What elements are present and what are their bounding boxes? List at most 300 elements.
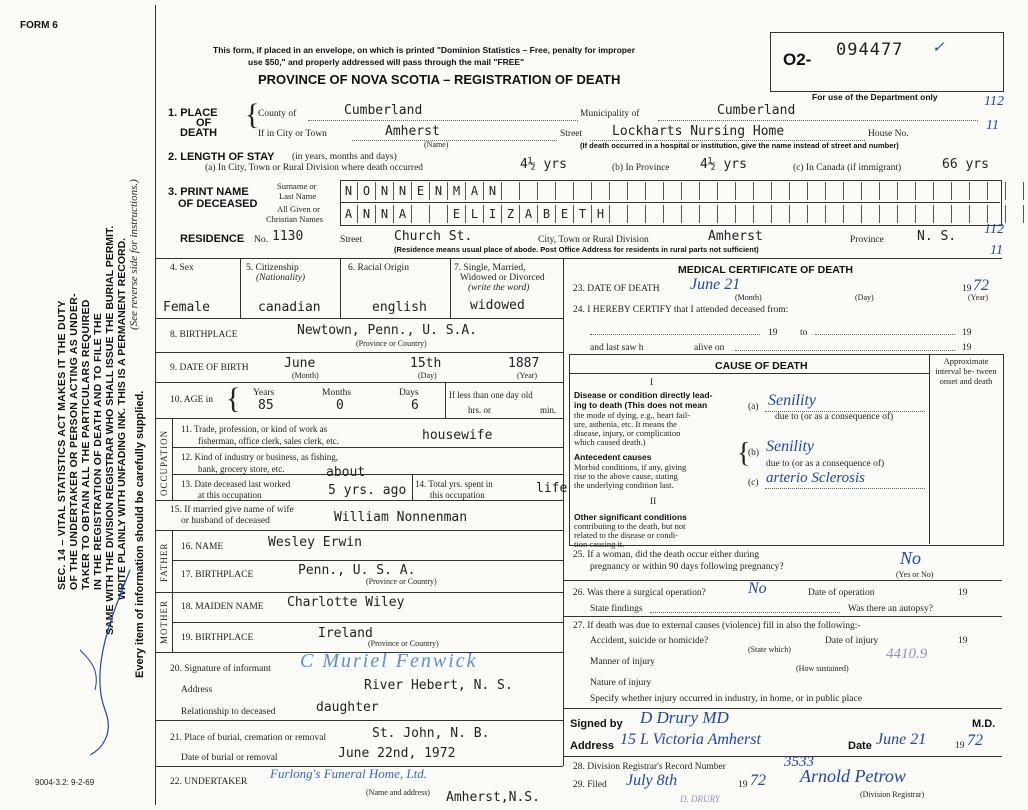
letter-cell bbox=[898, 205, 916, 223]
stay-c-label: (c) In Canada (if immigrant) bbox=[793, 163, 902, 173]
informant-address: River Hebert, N. S. bbox=[364, 678, 513, 693]
informant-sig-label: 20. Signature of informant bbox=[170, 664, 271, 674]
rule-h11 bbox=[155, 418, 563, 419]
letter-cell bbox=[826, 205, 844, 223]
dob-month: June bbox=[284, 356, 316, 371]
street-value: Lockharts Nursing Home bbox=[612, 124, 785, 139]
informant-relation: daughter bbox=[316, 700, 379, 715]
letter-cell: N bbox=[376, 182, 394, 200]
letter-cell bbox=[916, 182, 934, 200]
drury-stamp: D. DRURY bbox=[680, 794, 720, 804]
marital-label-3: (write the word) bbox=[468, 283, 530, 293]
q27-sustained: (How sustained) bbox=[796, 664, 849, 673]
letter-cell bbox=[880, 182, 898, 200]
occupation-side-label: OCCUPATION bbox=[159, 429, 169, 496]
cause-immediate-6: which caused death.) bbox=[574, 437, 646, 447]
q27-manner: Manner of injury bbox=[590, 657, 655, 667]
q26-op-date: Date of operation bbox=[808, 588, 875, 598]
letter-cell bbox=[790, 182, 808, 200]
age-brace: { bbox=[226, 382, 241, 415]
dod-year: 72 bbox=[973, 277, 989, 294]
name-grid-divider bbox=[340, 202, 1000, 203]
rule-v-occ bbox=[172, 418, 173, 500]
sex-label: 4. Sex bbox=[170, 263, 194, 273]
mother-bp: Ireland bbox=[318, 626, 373, 641]
citizenship-label: 5. Citizenship bbox=[246, 263, 299, 273]
q26-value: No bbox=[748, 580, 767, 597]
signed-year: 72 bbox=[967, 732, 983, 749]
stay-label: 2. LENGTH OF STAY bbox=[168, 151, 275, 163]
q26-19: 19 bbox=[958, 588, 968, 598]
cause-due-1: due to (or as a consequence of) bbox=[775, 412, 894, 422]
letter-cell bbox=[538, 182, 556, 200]
attend-to-line bbox=[815, 334, 955, 335]
residence-note: (Residence means usual place of abode. Post Office Address for residents in rural parts not sufficient) bbox=[394, 245, 759, 254]
letter-cell bbox=[934, 182, 952, 200]
place-label: 1. PLACE bbox=[168, 107, 218, 119]
cause-interval-rule bbox=[929, 354, 930, 544]
rule-h13 bbox=[172, 474, 563, 475]
residence-no: 1130 bbox=[272, 229, 304, 244]
county-value: Cumberland bbox=[344, 103, 423, 118]
occ-11b: fisherman, office clerk, sales clerk, etc. bbox=[198, 436, 340, 446]
letter-cell bbox=[610, 205, 628, 223]
letter-cell bbox=[520, 182, 538, 200]
cause-a-value: Senility bbox=[768, 392, 816, 409]
place-of-label: OF bbox=[196, 117, 212, 129]
residence-label: RESIDENCE bbox=[180, 233, 245, 245]
registration-number: 094477 bbox=[836, 40, 904, 60]
rule-h17 bbox=[172, 560, 563, 561]
instruction-line-6: WRITE PLAINLY WITH UNFADING INK. THIS IS A PERMANENT RECORD. bbox=[116, 237, 128, 600]
stay-b-value: 4½ yrs bbox=[700, 157, 747, 172]
letter-cell: T bbox=[574, 205, 592, 223]
letter-cell bbox=[772, 182, 790, 200]
signed-address-label: Address bbox=[570, 740, 615, 752]
residence-city-label: City, Town or Rural Division bbox=[538, 235, 649, 245]
q26-autopsy: Was there an autopsy? bbox=[848, 604, 933, 614]
letter-cell bbox=[772, 205, 790, 223]
letter-cell: N bbox=[394, 182, 412, 200]
residence-street-label: Street bbox=[340, 235, 363, 245]
letter-cell bbox=[790, 205, 808, 223]
attend-from-line bbox=[590, 334, 760, 335]
house-code: 11 bbox=[986, 118, 999, 133]
burial-date: June 22nd, 1972 bbox=[338, 746, 456, 761]
cause-roman-2: II bbox=[650, 497, 657, 507]
occ-12a: 12. Kind of industry or business, as fishing, bbox=[181, 452, 338, 462]
rule-v-occ14 bbox=[412, 474, 413, 500]
cause-c-line bbox=[765, 488, 925, 489]
instruction-line-7: (See reverse side for instructions.) bbox=[128, 179, 140, 330]
residence-province: N. S. bbox=[917, 229, 957, 244]
cause-immediate-1: Disease or condition directly lead- bbox=[574, 390, 713, 400]
given-label-1: All Given or bbox=[277, 204, 320, 214]
medical-title: MEDICAL CERTIFICATE OF DEATH bbox=[678, 264, 853, 276]
letter-cell bbox=[970, 205, 988, 223]
cause-immediate-2: ing to death (This does not mean bbox=[574, 400, 708, 410]
q26-findings: State findings bbox=[590, 604, 643, 614]
cause-other-3: related to the disease or condi- bbox=[574, 530, 679, 540]
letter-cell: A bbox=[340, 205, 358, 223]
residence-code: 112 bbox=[984, 222, 1004, 237]
letter-cell: N bbox=[376, 205, 394, 223]
cause-antecedent-2: Morbid conditions, if any, giving bbox=[574, 462, 687, 472]
attend-19-a: 19 bbox=[768, 328, 778, 338]
letter-cell bbox=[952, 205, 970, 223]
burial-place-label: 21. Place of burial, cremation or removal bbox=[170, 733, 327, 743]
municipality-code: 112 bbox=[984, 94, 1004, 109]
dod-year-hint: (Year) bbox=[968, 293, 989, 302]
cause-other-2: contributing to the death, but not bbox=[574, 521, 686, 531]
instruction-line-8: Every item of information should be carefully supplied. bbox=[134, 390, 146, 678]
registration-prefix: O2- bbox=[783, 50, 812, 69]
letter-cell: A bbox=[394, 205, 412, 223]
race-label: 6. Racial Origin bbox=[348, 263, 409, 273]
mother-bp-sub: (Province or Country) bbox=[368, 639, 439, 648]
age-years-label: Years bbox=[253, 388, 275, 398]
cause-antecedent-3: rise to the above cause, stating bbox=[574, 471, 678, 481]
department-use-note: For use of the Department only bbox=[812, 92, 938, 102]
rule-h21 bbox=[155, 720, 563, 721]
occ-11a: 11. Trade, profession, or kind of work as bbox=[181, 424, 328, 434]
cause-other-4: tion causing it. bbox=[574, 539, 625, 549]
race-value: english bbox=[372, 300, 427, 315]
letter-cell bbox=[412, 205, 430, 223]
instruction-line-4: IN THE REGISTRATION OF DEATH AND TO FILE THE bbox=[92, 312, 104, 590]
letter-cell bbox=[682, 182, 700, 200]
municipality-label: Municipality of bbox=[580, 109, 640, 119]
father-bp-label: 17. BIRTHPLACE bbox=[181, 570, 254, 580]
q26-line: 26. Was there a surgical operation? bbox=[573, 588, 706, 598]
occ-12b: bank, grocery store, etc. bbox=[198, 464, 285, 474]
occ-11-value: housewife bbox=[422, 428, 493, 443]
attend-19-c: 19 bbox=[962, 343, 972, 353]
signed-date-label: Date bbox=[848, 740, 872, 752]
mail-notice-1: This form, if placed in an envelope, on which is printed "Dominion Statistics – Free, penalty for improper bbox=[213, 45, 636, 55]
birthplace-value: Newtown, Penn., U. S.A. bbox=[297, 323, 478, 338]
letter-cell bbox=[916, 205, 934, 223]
rule-h15 bbox=[155, 500, 563, 501]
rule-v3 bbox=[450, 258, 451, 318]
letter-cell bbox=[718, 205, 736, 223]
letter-cell bbox=[1006, 182, 1024, 200]
q27-accident: Accident, suicide or homicide? bbox=[590, 636, 709, 646]
letter-cell bbox=[682, 205, 700, 223]
rule-v1 bbox=[240, 258, 241, 318]
instruction-line-2: OF THE UNDERTAKER OR PERSON ACTING AS UNDER- bbox=[68, 293, 80, 590]
form-left-rule bbox=[155, 5, 156, 805]
letter-cell: N bbox=[358, 205, 376, 223]
letter-cell bbox=[952, 182, 970, 200]
letter-cell bbox=[502, 182, 520, 200]
occ-14a: 14. Total yrs. spent in bbox=[415, 479, 493, 489]
dob-day-hint: (Day) bbox=[418, 371, 437, 380]
occ-13a: 13. Date deceased last worked bbox=[181, 479, 291, 489]
rule-h9 bbox=[155, 352, 563, 353]
letter-cell: E bbox=[556, 205, 574, 223]
letter-cell bbox=[826, 182, 844, 200]
father-bp: Penn., U. S. A. bbox=[298, 563, 416, 578]
cause-header-rule bbox=[569, 373, 929, 374]
occ-14b: this occupation bbox=[430, 490, 485, 500]
father-name: Wesley Erwin bbox=[268, 535, 362, 550]
q27-19: 19 bbox=[958, 636, 968, 646]
check-mark: ✓ bbox=[932, 40, 945, 56]
letter-cell bbox=[898, 182, 916, 200]
letter-cell: L bbox=[466, 205, 484, 223]
letter-cell bbox=[862, 182, 880, 200]
undertaker-sub: (Name and address) bbox=[366, 788, 430, 797]
letter-cell bbox=[844, 205, 862, 223]
informant-address-label: Address bbox=[181, 685, 213, 695]
name-label: 3. PRINT NAME bbox=[168, 186, 249, 198]
undertaker-address: Amherst,N.S. bbox=[446, 790, 540, 805]
q27-nature: Nature of injury bbox=[590, 678, 652, 688]
signed-label: Signed by bbox=[570, 718, 623, 730]
letter-cell bbox=[880, 205, 898, 223]
q27-specify: Specify whether injury occurred in industry, in home, or in public place bbox=[590, 694, 862, 704]
instruction-line-3: TAKER TO OBTAIN ALL THE PARTICULARS REQUIRED bbox=[80, 299, 92, 590]
birthplace-sub: (Province or Country) bbox=[356, 339, 427, 348]
letter-cell: N bbox=[484, 182, 502, 200]
letter-cell bbox=[430, 205, 448, 223]
undertaker-stamp: Furlong's Funeral Home, Ltd. bbox=[270, 766, 427, 781]
letter-cell bbox=[736, 182, 754, 200]
father-side-label: FATHER bbox=[159, 542, 169, 582]
q27-injury-date: Date of injury bbox=[825, 636, 879, 646]
cause-title: CAUSE OF DEATH bbox=[715, 360, 808, 372]
dod-label: 23. DATE OF DEATH bbox=[573, 284, 660, 294]
mail-notice-2: use $50," and properly addressed will pass through the mail "FREE" bbox=[248, 57, 525, 67]
q25-line-1: 25. If a woman, did the death occur either during bbox=[573, 550, 759, 560]
father-bp-sub: (Province or Country) bbox=[366, 577, 437, 586]
dob-month-hint: (Month) bbox=[292, 371, 319, 380]
letter-cell bbox=[700, 205, 718, 223]
cause-c-label: (c) bbox=[748, 478, 759, 488]
cause-interval-label: Approximate interval be- tween onset and death bbox=[935, 356, 997, 386]
q25-sub: (Yes or No) bbox=[896, 570, 934, 579]
place-brace: { bbox=[245, 98, 260, 131]
physician-address: 15 L Victoria Amherst bbox=[620, 731, 761, 748]
county-label: County of bbox=[258, 109, 297, 119]
birthplace-label: 8. BIRTHPLACE bbox=[170, 330, 238, 340]
cause-c-value: arterio Sclerosis bbox=[766, 470, 866, 486]
letter-cell: B bbox=[538, 205, 556, 223]
age-label: 10. AGE in bbox=[170, 395, 214, 405]
pen-scribble bbox=[60, 560, 150, 760]
city-line bbox=[352, 140, 557, 141]
letter-cell bbox=[628, 182, 646, 200]
informant-relation-label: Relationship to deceased bbox=[181, 707, 276, 717]
q27-state: (State which) bbox=[748, 645, 791, 654]
rule-h28 bbox=[563, 756, 1002, 757]
cause-antecedent-4: the underlying condition last. bbox=[574, 480, 674, 490]
surname-label-1: Surname or bbox=[277, 181, 317, 191]
rule-h10 bbox=[155, 382, 563, 383]
letter-cell: Z bbox=[502, 205, 520, 223]
letter-cell bbox=[646, 182, 664, 200]
street-note: (If death occurred in a hospital or institution, give the name instead of street and number) bbox=[580, 141, 899, 150]
informant-signature: C Muriel Fenwick bbox=[300, 650, 478, 672]
letter-cell bbox=[934, 205, 952, 223]
letter-cell bbox=[700, 182, 718, 200]
residence-city: Amherst bbox=[708, 229, 763, 244]
occ-13-value: 5 yrs. ago bbox=[328, 483, 407, 498]
attendance-cert: 24. I HEREBY CERTIFY that I attended deceased from: bbox=[573, 305, 789, 315]
rule-h27 bbox=[563, 708, 1002, 709]
letter-cell bbox=[808, 182, 826, 200]
letter-cell bbox=[754, 205, 772, 223]
letter-cell bbox=[754, 182, 772, 200]
marital-label-1: 7. Single, Married, bbox=[454, 263, 526, 273]
alive-line bbox=[735, 350, 955, 351]
age-months: 0 bbox=[336, 398, 344, 413]
given-label-2: Christian Names bbox=[266, 214, 323, 224]
q28-value: 3533 bbox=[784, 754, 814, 770]
letter-cell: M bbox=[448, 182, 466, 200]
letter-cell: N bbox=[340, 182, 358, 200]
cause-other-1: Other significant conditions bbox=[574, 512, 687, 522]
letter-cell bbox=[628, 205, 646, 223]
instruction-line-5: SAME WITH THE DIVISION REGISTRAR WHO SHALL ISSUE THE BURIAL PERMIT. bbox=[104, 225, 116, 635]
rule-h12 bbox=[172, 447, 563, 448]
given-letters bbox=[340, 205, 1024, 223]
city-label: If in City or Town bbox=[258, 129, 327, 139]
letter-cell bbox=[736, 205, 754, 223]
cause-roman-1: I bbox=[650, 378, 654, 388]
rule-h25 bbox=[563, 580, 1002, 581]
mother-bp-label: 19. BIRTHPLACE bbox=[181, 633, 254, 643]
letter-cell bbox=[1006, 205, 1024, 223]
cause-immediate-5: disease, injury, or complication bbox=[574, 428, 681, 438]
q29-label: 29. Filed bbox=[573, 780, 607, 790]
letter-cell bbox=[718, 182, 736, 200]
house-label: House No. bbox=[868, 129, 909, 139]
signed-date: June 21 bbox=[876, 731, 927, 748]
dod-month-hint: (Month) bbox=[735, 293, 762, 302]
stay-sub: (in years, months and days) bbox=[292, 152, 397, 162]
burial-place: St. John, N. B. bbox=[372, 726, 490, 741]
instruction-line-1: SEC. 14 – VITAL STATISTICS ACT MAKES IT THE DUTY bbox=[56, 300, 68, 590]
letter-cell bbox=[646, 205, 664, 223]
rule-h19 bbox=[172, 622, 563, 623]
letter-cell: E bbox=[412, 182, 430, 200]
q26-find-line bbox=[650, 612, 840, 613]
citizenship-value: canadian bbox=[258, 300, 321, 315]
surname-letters bbox=[340, 182, 1024, 200]
municipality-value: Cumberland bbox=[717, 103, 796, 118]
place-death-label: DEATH bbox=[180, 127, 218, 139]
rule-h26 bbox=[563, 616, 1002, 617]
marital-label-2: Widowed or Divorced bbox=[460, 273, 545, 283]
dob-day: 15th bbox=[410, 356, 442, 371]
residence-street: Church St. bbox=[394, 229, 473, 244]
burial-date-label: Date of burial or removal bbox=[181, 753, 278, 763]
mother-side-label: MOTHER bbox=[159, 600, 169, 644]
registrar-sub: (Division Registrar) bbox=[860, 790, 925, 799]
name-of-label: OF DECEASED bbox=[178, 198, 258, 210]
md-label: M.D. bbox=[972, 718, 996, 730]
rule-v2 bbox=[340, 258, 341, 318]
letter-cell: N bbox=[430, 182, 448, 200]
letter-cell bbox=[664, 205, 682, 223]
last-saw: and last saw h bbox=[590, 343, 644, 353]
rule-h18 bbox=[155, 592, 563, 593]
county-line bbox=[308, 120, 578, 121]
q27-code: 4410.9 bbox=[886, 646, 928, 662]
cause-a-label: (a) bbox=[748, 402, 759, 412]
undertaker-label: 22. UNDERTAKER bbox=[170, 777, 248, 787]
registrar-signature: Arnold Petrow bbox=[800, 766, 906, 786]
center-rule bbox=[563, 258, 564, 766]
sex-value: Female bbox=[163, 300, 210, 315]
stay-c-value: 66 yrs bbox=[942, 157, 989, 172]
letter-cell bbox=[664, 182, 682, 200]
dod-day-hint: (Day) bbox=[855, 293, 874, 302]
letter-cell: I bbox=[484, 205, 502, 223]
letter-cell bbox=[988, 182, 1006, 200]
age-days-label: Days bbox=[399, 388, 419, 398]
form-number: FORM 6 bbox=[20, 20, 58, 31]
letter-cell bbox=[610, 182, 628, 200]
age-min: min. bbox=[540, 405, 557, 415]
q25-line-2: pregnancy or within 90 days following pregnancy? bbox=[590, 562, 784, 572]
q25-value: No bbox=[900, 548, 922, 568]
stay-b-label: (b) In Province bbox=[612, 163, 670, 173]
stay-a-value: 4½ yrs bbox=[520, 157, 567, 172]
residence-code-2: 11 bbox=[990, 243, 1003, 258]
city-value: Amherst bbox=[385, 124, 440, 139]
attend-19-b: 19 bbox=[962, 328, 972, 338]
q29-date: July 8th bbox=[626, 772, 678, 789]
letter-cell bbox=[592, 182, 610, 200]
signed-year-prefix: 19 bbox=[955, 741, 965, 751]
letter-cell bbox=[844, 182, 862, 200]
q29-year: 72 bbox=[750, 772, 766, 789]
municipality-line bbox=[658, 120, 978, 121]
letter-cell bbox=[556, 182, 574, 200]
letter-cell: A bbox=[520, 205, 538, 223]
age-days: 6 bbox=[411, 398, 419, 413]
spouse-value: William Nonnenman bbox=[334, 510, 468, 525]
physician-signature: D Drury MD bbox=[640, 708, 729, 727]
cause-b-value: Senility bbox=[766, 438, 814, 455]
rule-v-father bbox=[172, 530, 173, 592]
letter-cell: H bbox=[592, 205, 610, 223]
spouse-label-1: 15. If married give name of wife bbox=[170, 505, 294, 515]
spouse-label-2: or husband of deceased bbox=[181, 516, 270, 526]
dod-year-prefix: 19 bbox=[962, 284, 972, 294]
street-label: Street bbox=[560, 129, 583, 139]
q27-line: 27. If death was due to external causes (violence) fill in also the following:- bbox=[573, 621, 861, 631]
cause-brace: { bbox=[737, 438, 751, 469]
stay-a-label: (a) In City, Town or Rural Division where death occurred bbox=[205, 163, 424, 173]
city-name-hint: (Name) bbox=[424, 140, 449, 149]
marital-value: widowed bbox=[470, 298, 525, 313]
cause-immediate-4: ure, asthenia, etc. It means the bbox=[574, 419, 677, 429]
dob-label: 9. DATE OF BIRTH bbox=[170, 363, 249, 373]
dob-year: 1887 bbox=[508, 356, 540, 371]
rule-h8 bbox=[155, 318, 563, 319]
cause-antecedent-1: Antecedent causes bbox=[574, 452, 652, 462]
letter-cell bbox=[574, 182, 592, 200]
father-name-label: 16. NAME bbox=[181, 542, 224, 552]
letter-cell bbox=[988, 205, 1006, 223]
age-hrs: hrs. or bbox=[468, 405, 491, 415]
rule-h16 bbox=[155, 530, 563, 531]
letter-cell bbox=[970, 182, 988, 200]
